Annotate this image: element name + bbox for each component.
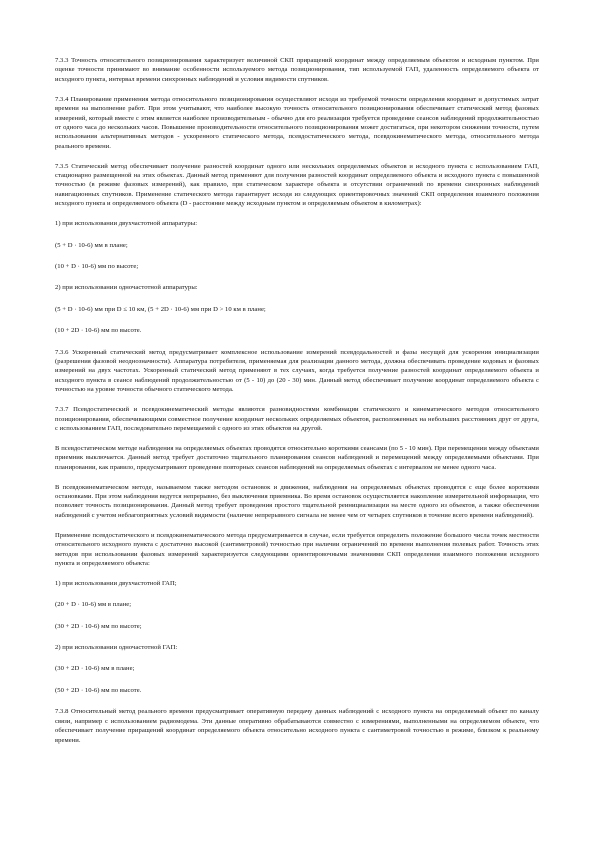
- formula-plan-dual-gap: (20 + D · 10-6) мм в плане;: [55, 601, 132, 609]
- paragraph-7-3-4: 7.3.4 Планирование применения метода относительного позиционирования осуществляют исходя из требуемой точности определения координат и допустимых затрат времени на выполнение работ. При этом учитывают, что наиболее высокую точность относительного позиционирования обеспечивает статический метод фазовых измерений, который вместе с этим является наиболее производительным - обычно для его реализации требуется проведение сеансов наблюдений продолжительностью от одного часа до нескольких часов. Повышение производительности относительного позиционирования может достигаться, при некотором снижении точности, путем использования альтернативных методов - ускоренного статического метода, псевдостатического метода, псевдокинематического метода, относительного метода реального времени.: [55, 95, 539, 150]
- formula-plan-dual: (5 + D · 10-6) мм в плане;: [55, 241, 128, 249]
- paragraph-7-3-3: 7.3.3 Точность относительного позиционирования характеризует величиной СКП приращений координат между определяемым объектом и исходным пунктом. При оценке точности принимают во внимание особенности используемого метода позиционирования, тип используемой ГАП, удаленность определяемого объекта от исходного пункта, интервал времени синхронных наблюдений и условия видимости спутников.: [55, 57, 539, 83]
- paragraph-7-3-8: 7.3.8 Относительный метод реального времени предусматривает оперативную передачу данных наблюдений с исходного пункта на определяемый объект по каналу связи, например с использованием радиомодема. Эти данные оперативно обрабатываются совместно с измерениями, выполненными на определяемом объекте, что обеспечивает получение приращений координат определяемого объекта относительно исходного пункта с сантиметровой точностью в режиме, близком к реальному времени.: [55, 708, 539, 744]
- list-item-single-frequency: 2) при использовании одночастотной аппаратуры:: [55, 284, 198, 292]
- formula-height-single-gap: (50 + 2D · 10-6) мм по высоте.: [55, 686, 142, 694]
- list-item-dual-gap: 1) при использовании двухчастотной ГАП;: [55, 579, 177, 587]
- paragraph-7-3-7: 7.3.7 Псевдостатический и псевдокинематический методы являются разновидностями комбинации статического и кинематического методов относительного позиционирования, обеспечивающими совместное получение координат нескольких определяемых объектов, расположенных на небольших расстояниях друг от друга, с использованием ГАП, последовательно перемещаемой с одного из этих объектов на другой.: [55, 406, 539, 432]
- formula-plan-single-gap: (30 + 2D · 10-6) мм в плане;: [55, 665, 135, 673]
- document-page: [55, 56, 539, 755]
- paragraph-pseudokinematic: В псевдокинематическом методе, называемом также методом остановок и движения, наблюдения на определяемых объектах проводятся с еще более короткими остановками. При этом наблюдения ведутся непрерывно, без выключения приемника. Во время остановок осуществляется накопление измерительной информации, что позволяет точность позиционирования. Данный метод требует проведения простого тщательной реинициализации на месте одного из объектов, а также обеспечения наблюдений с учетом неблагоприятных условий видимости (наличие непрерывного сигнала не менее чем от четырех спутников в точение всего времени наблюдений).: [55, 483, 539, 519]
- list-item-dual-frequency: 1) при использовании двухчастотной аппаратуры:: [55, 220, 198, 228]
- formula-height-dual-gap: (30 + 2D · 10-6) мм по высоте;: [55, 622, 142, 630]
- list-item-single-gap: 2) при использовании одночастотной ГАП:: [55, 644, 178, 652]
- paragraph-7-3-6: 7.3.6 Ускоренный статический метод предусматривает комплексное использование измерений псевдодальностей и фазы несущей для ускорения инициализации (разрешения фазовой неоднозначности). Аппаратура потребителя, применяемая для реализации данного метода, должна обеспечивать проведение кодовых и фазовых измерений на двух частотах. Ускоренный статический метод применяют в тех случаях, когда требуется получение разностей координат определяемого объекта и исходного пункта в сеансе наблюдений продолжительностью от (5 - 10) до (20 - 30) мин. Данный метод обеспечивает получение координат определяемого объекта с точностью на уровне точности обычного статического метода.: [55, 348, 539, 394]
- formula-height-single: (10 + 2D · 10-6) мм по высоте.: [55, 327, 142, 335]
- formula-plan-single: (5 + D · 10-6) мм при D ≤ 10 км, (5 + 2D · 10-6) мм при D > 10 км в плане;: [55, 305, 266, 313]
- paragraph-pseudostatic: В псевдостатическом методе наблюдения на определяемых объектах проводятся относительно короткими сеансами (по 5 - 10 мин). При перемещении между объектами приемник выключается. Данный метод требует достаточно тщательного планирования сеансов наблюдений и перемещений между определяемыми объектами. При планировании, как правило, предусматривают проведение повторных сеансов наблюдений на определяемых объектах с интервалом не менее одного часа.: [55, 444, 539, 471]
- formula-height-dual: (10 + D · 10-6) мм по высоте;: [55, 263, 139, 270]
- paragraph-application: Применение псевдостатического и псевдокинематического метода предусматривается в случае, если требуется определить положение большого числа точек местности относительного исходного пункта с достаточно высокой (сантиметровой) точностью при наличии ограничений по времени выполнения полевых работ. Точность этих методов при использовании фазовых измерений характеризуется следующими ориентировочными значениями СКП определения взаимного положения исходного пункта и определяемого объекта:: [55, 531, 539, 567]
- paragraph-7-3-5: 7.3.5 Статический метод обеспечивает получение разностей координат одного или нескольких определяемых объектов и исходного пункта с использованием ГАП, стационарно размещенной на этих объектах. Данный метод применяют для получения разностей координат определяемого объекта и исходного пункта с повышенной точностью (в режиме фазовых измерений), как правило, при статическом характере объекта и отсутствии ограничений по времени синхронных наблюдений навигационных спутников. Применение статического метода гарантирует исходя из следующих ориентировочных значений СКП определения взаимного положения исходного пункта и определяемого объекта (D - расстояние между исходным пунктом и определяемым объектом в километрах):: [55, 162, 539, 208]
